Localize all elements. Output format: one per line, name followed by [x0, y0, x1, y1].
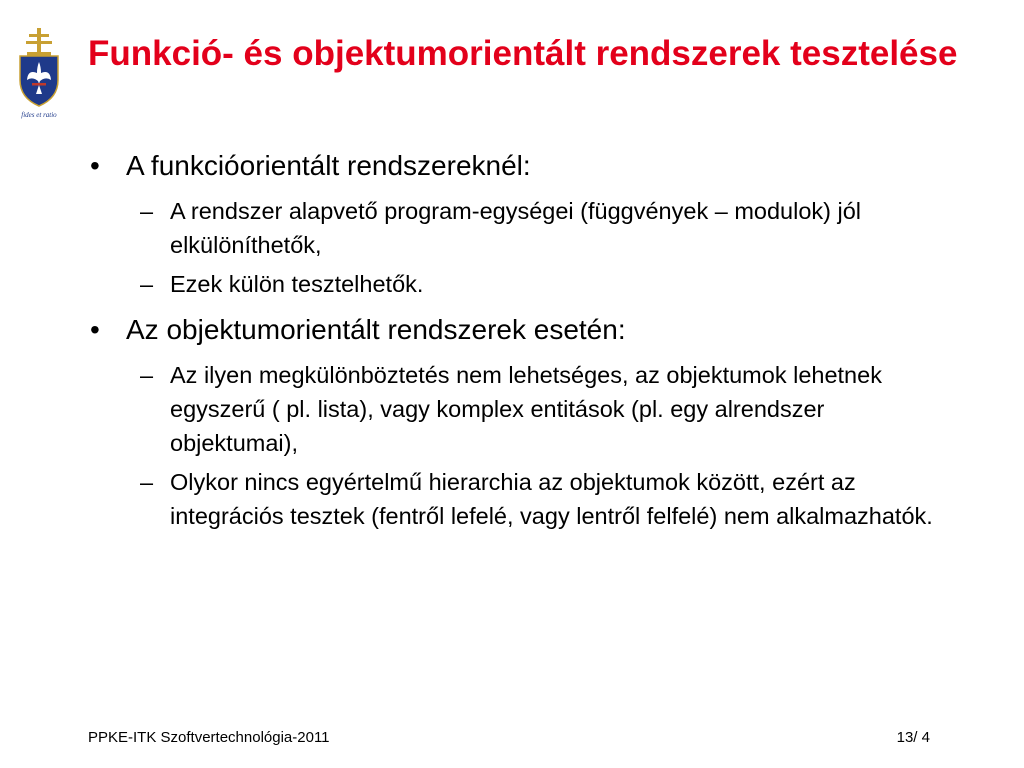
sub-bullet-text: Olykor nincs egyértelmű hierarchia az objektumok között, ezért az integrációs tesztek (fentről lefelé, vagy lentről felfelé) nem alkalmazhatók.	[170, 469, 933, 529]
sub-bullet-item	[0, 358, 950, 460]
sub-bullet-text: Ezek külön tesztelhetők.	[170, 271, 424, 297]
sub-bullet-item	[0, 267, 950, 301]
dash-mark: –	[140, 198, 154, 224]
bullet-text: Az objektumorientált rendszerek esetén:	[126, 314, 626, 345]
sub-bullet-item	[0, 465, 950, 533]
university-crest-icon	[14, 28, 64, 120]
bullet-item	[0, 312, 946, 348]
dash-mark: –	[140, 271, 154, 297]
sub-bullet-text: A rendszer alapvető program-egységei (függvények – modulok) jól elkülöníthetők,	[170, 198, 862, 258]
footer-page-number: 13/ 4	[896, 729, 930, 746]
slide-title: Funkció- és objektumorientált rendszerek tesztelése	[88, 34, 958, 73]
logo-motto: fides et ratio	[21, 111, 57, 119]
slide-content	[0, 148, 1024, 538]
sub-bullet-item	[0, 194, 950, 262]
footer-course: PPKE-ITK Szoftvertechnológia-2011	[88, 729, 330, 746]
bullet-text: A funkcióorientált rendszereknél:	[126, 150, 531, 181]
sub-bullet-text: Az ilyen megkülönböztetés nem lehetséges, az objektumok lehetnek egyszerű ( pl. lista), vagy komplex entitások (pl. egy alrendszer objektumai),	[170, 362, 882, 456]
bullet-item	[0, 148, 946, 184]
dash-mark: –	[140, 362, 154, 388]
bullet-mark: •	[90, 314, 100, 345]
dash-mark: –	[140, 469, 154, 495]
bullet-mark: •	[90, 150, 100, 181]
